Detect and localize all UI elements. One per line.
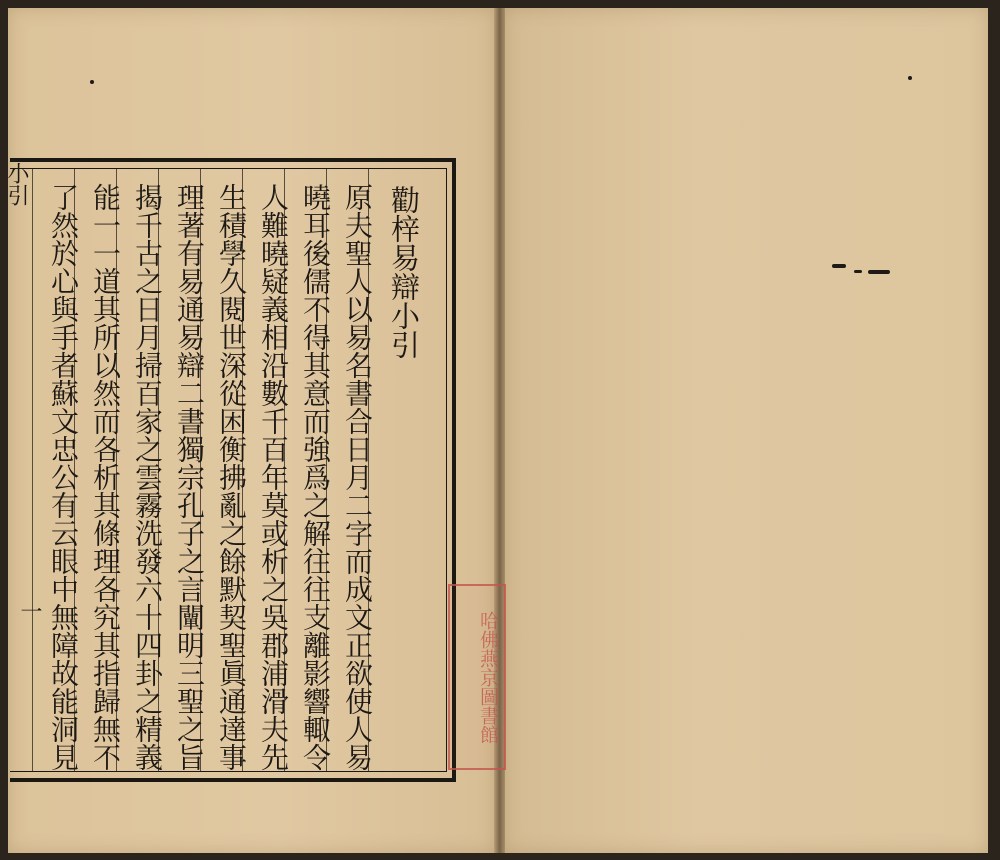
ink-speck	[908, 76, 912, 80]
text-column-7: 能一一道其所以然而各析其條理各究其指歸無不	[89, 183, 122, 771]
text-column-4: 生積學久閱世深從困衡拂亂之餘默契聖眞通達事	[215, 183, 248, 771]
ink-speck	[90, 80, 94, 84]
text-frame-inner	[10, 168, 447, 772]
ink-speck	[854, 270, 862, 273]
text-column-1: 原夫聖人以易名書合日月二字而成文正欲使人易	[341, 183, 374, 771]
ink-speck	[832, 264, 846, 268]
right-page	[503, 8, 988, 853]
leaf-number: 一	[17, 600, 42, 622]
text-column-2: 曉耳後儒不得其意而強爲之解往往支離影響輙令	[299, 183, 332, 771]
library-seal: 哈佛燕京圖書館	[448, 584, 506, 770]
text-column-5: 理著有易通易辯二書獨宗孔子之言闡明三聖之旨	[173, 183, 206, 771]
text-column-8: 了然於心與手者蘇文忠公有云眼中無障故能洞見	[47, 183, 80, 771]
column-title: 勸梓易辯小引	[387, 185, 421, 359]
margin-tab: 小引	[4, 162, 29, 206]
ink-speck	[868, 270, 890, 274]
text-column-3: 人難曉疑義相沿數千百年莫或析之吳郡浦滑夫先	[257, 183, 290, 771]
text-frame	[4, 158, 456, 782]
text-column-6: 揭千古之日月掃百家之雲霧洗發六十四卦之精義	[131, 183, 164, 771]
